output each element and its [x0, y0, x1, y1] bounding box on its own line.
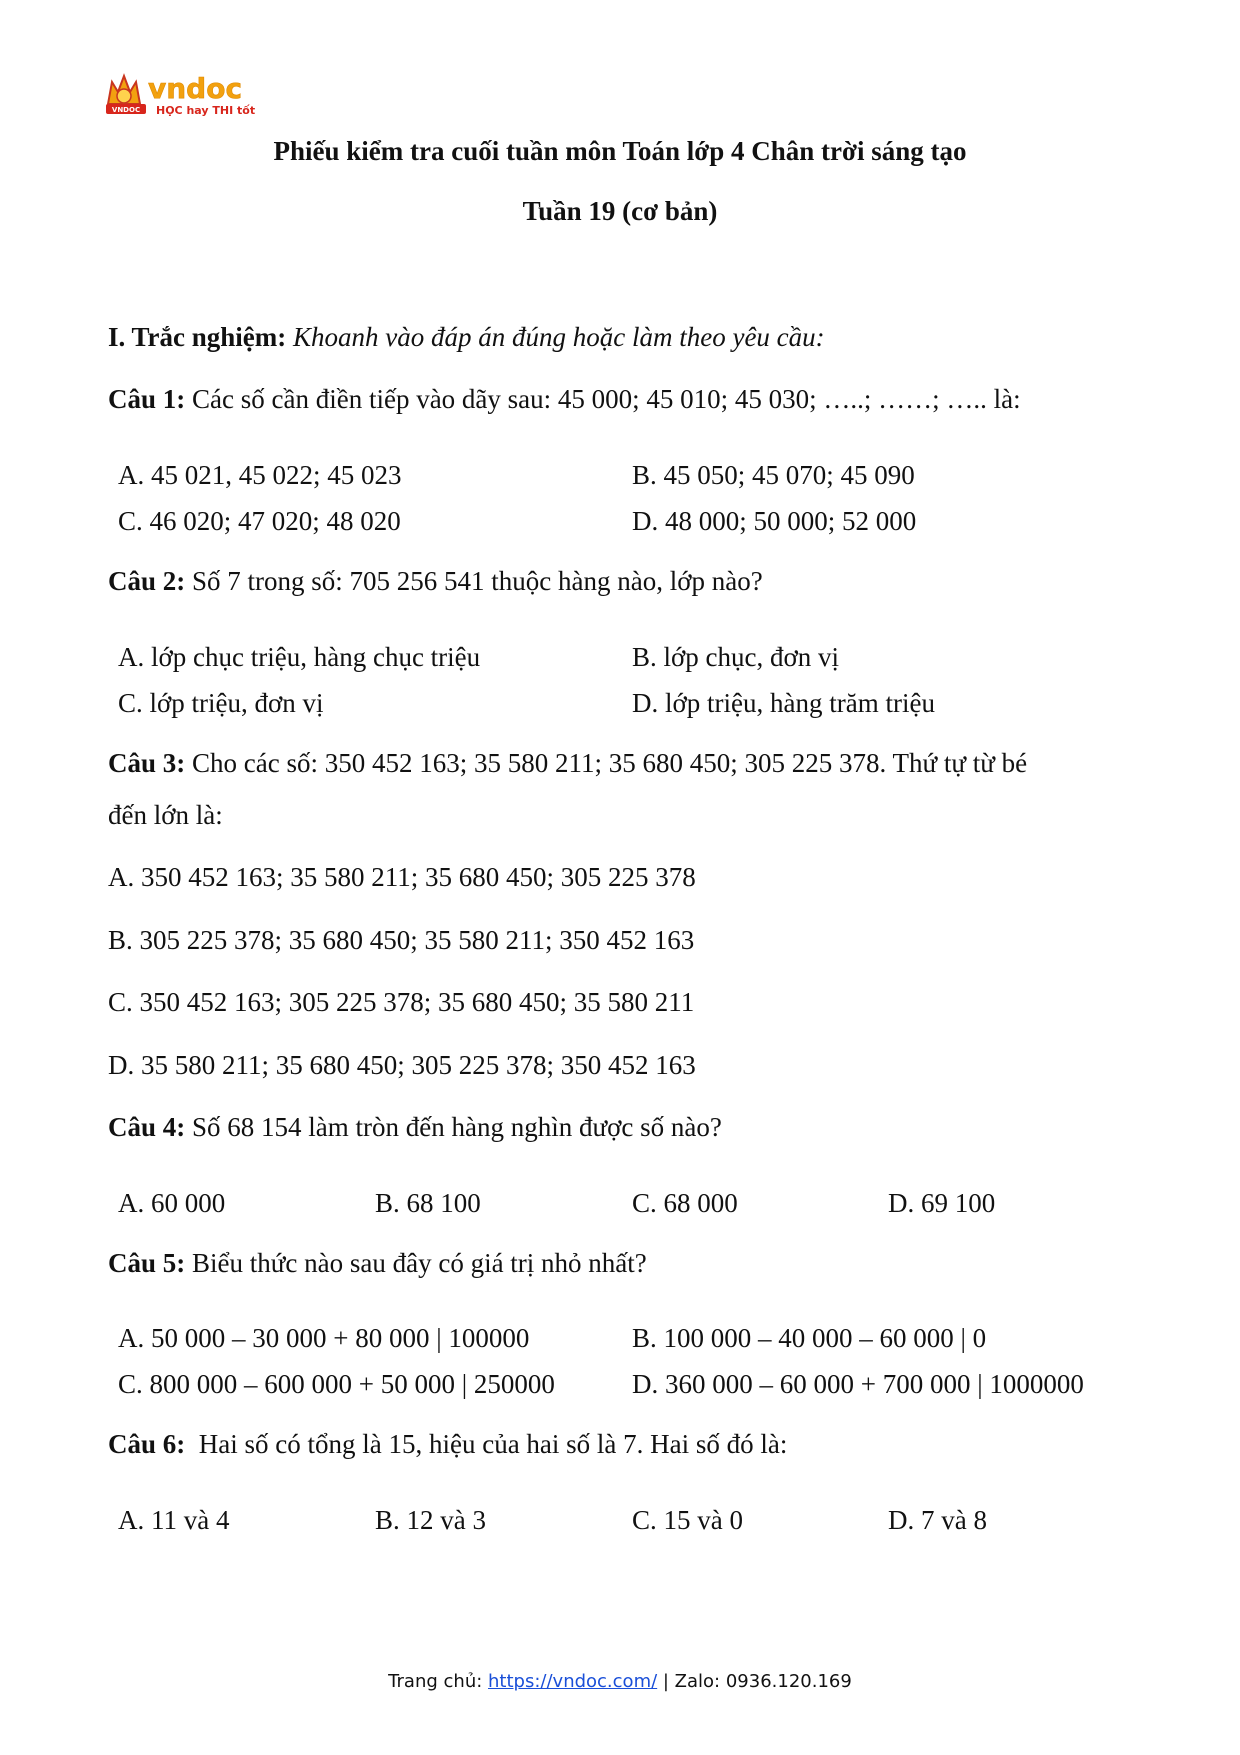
footer-suffix: | Zalo: 0936.120.169	[657, 1671, 852, 1692]
q6-option-a[interactable]: A. 11 và 4	[118, 1505, 230, 1535]
question-label: Câu 4:	[108, 1112, 186, 1142]
question-3-text-cont: đến lớn là:	[108, 800, 223, 830]
question-3	[108, 748, 1027, 779]
q4-option-b[interactable]: B. 68 100	[375, 1188, 481, 1218]
q4-option-d[interactable]: D. 69 100	[888, 1188, 996, 1218]
q3-option-c[interactable]: C. 350 452 163; 305 225 378; 35 680 450; 35 580 211	[108, 987, 695, 1017]
logo-tagline: HỌC hay THI tốt	[156, 104, 256, 117]
question-text: Hai số có tổng là 15, hiệu của hai số là 7. Hai số đó là:	[192, 1429, 788, 1459]
question-text: Số 7 trong số: 705 256 541 thuộc hàng nào, lớp nào?	[192, 566, 763, 596]
question-label: Câu 2:	[108, 566, 186, 596]
logo-badge: VNDOC	[111, 106, 141, 114]
question-text: Số 68 154 làm tròn đến hàng nghìn được số nào?	[192, 1112, 722, 1142]
q5-option-a[interactable]: A. 50 000 – 30 000 + 80 000 | 100000	[118, 1323, 530, 1353]
q5-option-c[interactable]: C. 800 000 – 600 000 + 50 000 | 250000	[118, 1369, 555, 1399]
question-text: Các số cần điền tiếp vào dãy sau: 45 000; 45 010; 45 030; …..; ……; ….. là:	[192, 384, 1021, 414]
q3-option-d[interactable]: D. 35 580 211; 35 680 450; 305 225 378; 350 452 163	[108, 1050, 696, 1080]
question-2	[108, 566, 763, 597]
question-label: Câu 6:	[108, 1429, 186, 1459]
q5-option-d[interactable]: D. 360 000 – 60 000 + 700 000 | 1000000	[632, 1369, 1084, 1399]
q2-option-c[interactable]: C. lớp triệu, đơn vị	[118, 688, 324, 718]
q6-option-b[interactable]: B. 12 và 3	[375, 1505, 486, 1535]
question-label: Câu 3:	[108, 748, 186, 778]
page-footer	[0, 1671, 1240, 1692]
section-label: I. Trắc nghiệm:	[108, 322, 287, 352]
question-label: Câu 1:	[108, 384, 186, 414]
footer-prefix: Trang chủ:	[388, 1671, 489, 1692]
q6-option-d[interactable]: D. 7 và 8	[888, 1505, 987, 1535]
q1-option-c[interactable]: C. 46 020; 47 020; 48 020	[118, 506, 401, 536]
question-label: Câu 5:	[108, 1248, 186, 1278]
section-heading	[108, 322, 825, 353]
question-6	[108, 1429, 787, 1460]
section-instruction: Khoanh vào đáp án đúng hoặc làm theo yêu cầu:	[293, 322, 825, 352]
q5-option-b[interactable]: B. 100 000 – 40 000 – 60 000 | 0	[632, 1323, 987, 1353]
q4-option-a[interactable]: A. 60 000	[118, 1188, 226, 1218]
question-text: Biểu thức nào sau đây có giá trị nhỏ nhất?	[192, 1248, 647, 1278]
question-4	[108, 1112, 722, 1143]
page-subtitle: Tuần 19 (cơ bản)	[522, 196, 718, 226]
vndoc-logo[interactable]	[104, 70, 264, 122]
q6-option-c[interactable]: C. 15 và 0	[632, 1505, 743, 1535]
q2-option-b[interactable]: B. lớp chục, đơn vị	[632, 642, 840, 672]
q2-option-a[interactable]: A. lớp chục triệu, hàng chục triệu	[118, 642, 481, 672]
q3-option-b[interactable]: B. 305 225 378; 35 680 450; 35 580 211; 350 452 163	[108, 925, 695, 955]
page-title: Phiếu kiểm tra cuối tuần môn Toán lớp 4 Chân trời sáng tạo	[273, 136, 967, 166]
question-1	[108, 384, 1021, 415]
q2-option-d[interactable]: D. lớp triệu, hàng trăm triệu	[632, 688, 935, 718]
logo-brand: vndoc	[148, 72, 243, 105]
q4-option-c[interactable]: C. 68 000	[632, 1188, 738, 1218]
question-text: Cho các số: 350 452 163; 35 580 211; 35 680 450; 305 225 378. Thứ tự từ bé	[192, 748, 1028, 778]
question-5	[108, 1248, 647, 1279]
homepage-link[interactable]: https://vndoc.com/	[488, 1671, 658, 1692]
q3-option-a[interactable]: A. 350 452 163; 35 580 211; 35 680 450; 305 225 378	[108, 862, 696, 892]
q1-option-b[interactable]: B. 45 050; 45 070; 45 090	[632, 460, 915, 490]
vndoc-logo-icon	[104, 70, 264, 122]
q1-option-a[interactable]: A. 45 021, 45 022; 45 023	[118, 460, 402, 490]
q1-option-d[interactable]: D. 48 000; 50 000; 52 000	[632, 506, 917, 536]
